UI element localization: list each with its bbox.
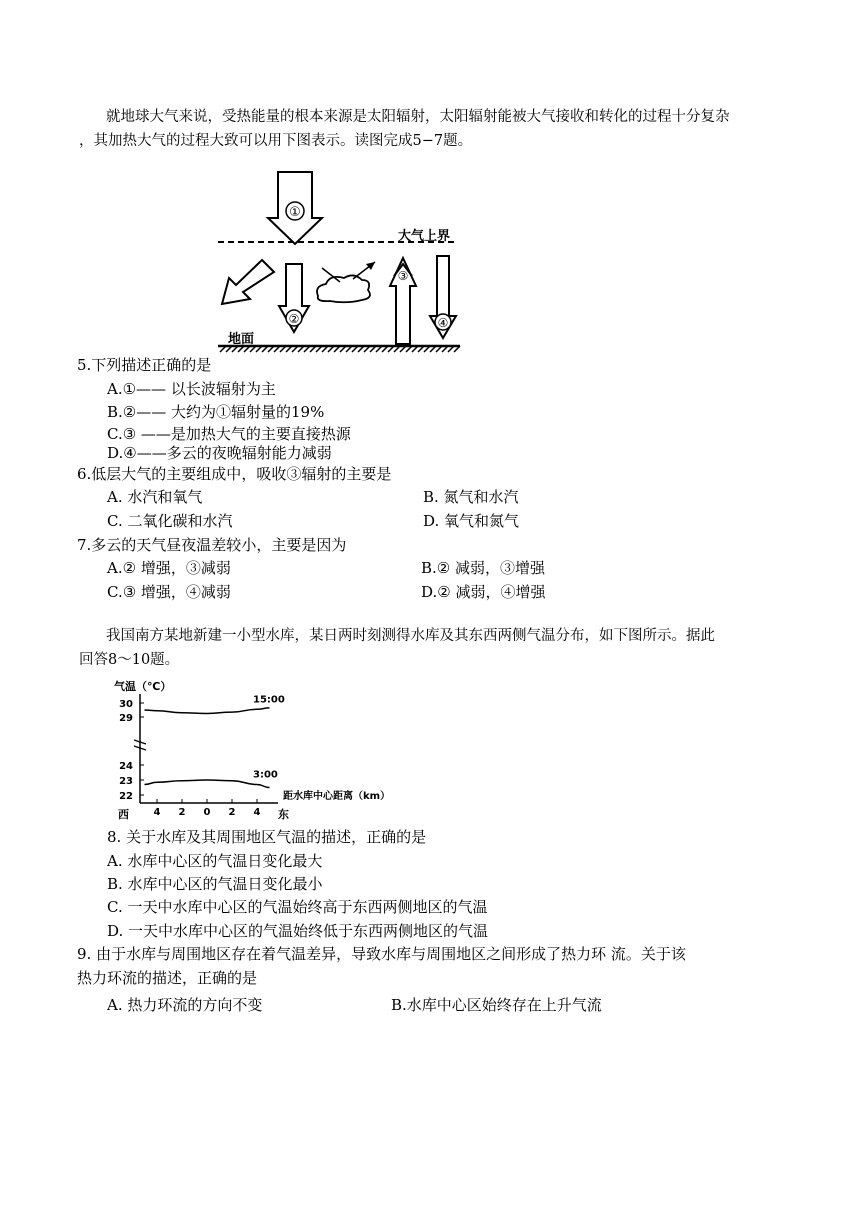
q7-stem: 7.多云的天气昼夜温差较小，主要是因为: [77, 536, 347, 554]
q8-option-d: D. 一天中水库中心区的气温始终低于东西两侧地区的气温: [107, 922, 489, 940]
y-tick-label: 29: [119, 713, 133, 724]
intro2-line-2: 回答8～10题。: [79, 652, 180, 668]
q8-stem: 8. 关于水库及其周围地区气温的描述，正确的是: [107, 828, 427, 846]
x-end-east: 东: [278, 808, 289, 821]
series-label-1: 3:00: [253, 769, 278, 781]
q5-option-a: A.①—— 以长波辐射为主: [107, 380, 276, 398]
y-tick-label: 22: [119, 791, 133, 802]
q6-option-d: D. 氧气和氮气: [423, 512, 520, 530]
q5-option-b: B.②—— 大约为①辐射量的19%: [107, 403, 325, 421]
y-tick-label: 24: [119, 761, 133, 772]
reflected-arrow: [222, 260, 274, 304]
q9-line-2: 热力环流的描述，正确的是: [77, 969, 258, 987]
arrow-3-label: ③: [397, 269, 409, 283]
series-label-0: 15:00: [253, 694, 285, 706]
ground-hatching: [220, 346, 460, 352]
q7-option-d: D.② 减弱，④增强: [421, 583, 546, 601]
q8-option-c: C. 一天中水库中心区的气温始终高于东西两侧地区的气温: [107, 898, 488, 916]
q5-option-c: C.③ ——是加热大气的主要直接热源: [107, 425, 351, 443]
temperature-chart: [100, 676, 400, 824]
series-line-0: [145, 708, 270, 714]
y-tick-label: 30: [119, 699, 133, 710]
x-tick-label: 2: [228, 807, 236, 818]
q6-option-c: C. 二氧化碳和水汽: [107, 512, 233, 530]
x-tick-label: 2: [178, 807, 186, 818]
intro-line-1: 就地球大气来说，受热能量的根本来源是太阳辐射，太阳辐射能被大气接收和转化的过程十分复杂: [106, 109, 730, 125]
q7-option-b: B.② 减弱，③增强: [421, 559, 546, 577]
q5-stem: 5.下列描述正确的是: [77, 356, 212, 374]
q7-option-a: A.② 增强，③减弱: [107, 559, 231, 577]
q8-option-a: A. 水库中心区的气温日变化最大: [107, 852, 323, 870]
q6-option-a: A. 水汽和氧气: [107, 488, 203, 506]
chart-xlabel: 距水库中心距离（km）: [283, 791, 391, 802]
q9-option-b: B.水库中心区始终存在上升气流: [391, 996, 602, 1014]
intro-line-2: ，其加热大气的过程大致可以用下图表示。读图完成5−7题。: [79, 133, 473, 149]
arrow-2-label: ②: [288, 312, 300, 326]
chart-ylabel: 气温（℃）: [114, 680, 172, 693]
cloud-icon: [317, 275, 370, 302]
q9-line-1: 9. 由于水库与周围地区存在着气温差异，导致水库与周围地区之间形成了热力环 流。关于该: [77, 945, 686, 963]
y-tick-label: 23: [119, 776, 133, 787]
arrow-1-label: ①: [289, 205, 301, 220]
atmosphere-top-label: 大气上界: [398, 229, 451, 244]
q6-option-b: B. 氮气和水汽: [423, 488, 519, 506]
q6-stem: 6.低层大气的主要组成中，吸收③辐射的主要是: [77, 465, 392, 483]
x-tick-label: 0: [203, 807, 211, 818]
x-tick-label: 4: [253, 807, 261, 818]
x-tick-label: 4: [153, 807, 161, 818]
arrow-4-label: ④: [437, 316, 449, 330]
ground-label: 地面: [228, 332, 255, 347]
x-end-west: 西: [118, 808, 129, 821]
series-line-1: [145, 780, 270, 788]
q5-option-d: D.④——多云的夜晚辐射能力减弱: [107, 444, 332, 462]
q9-option-a: A. 热力环流的方向不变: [107, 996, 263, 1014]
intro2-line-1: 我国南方某地新建一小型水库，某日两时刻测得水库及其东西两侧气温分布，如下图所示。据此: [106, 628, 715, 644]
q8-option-b: B. 水库中心区的气温日变化最小: [107, 875, 323, 893]
atmosphere-heating-diagram: [210, 168, 465, 358]
q7-option-c: C.③ 增强，④减弱: [107, 583, 231, 601]
